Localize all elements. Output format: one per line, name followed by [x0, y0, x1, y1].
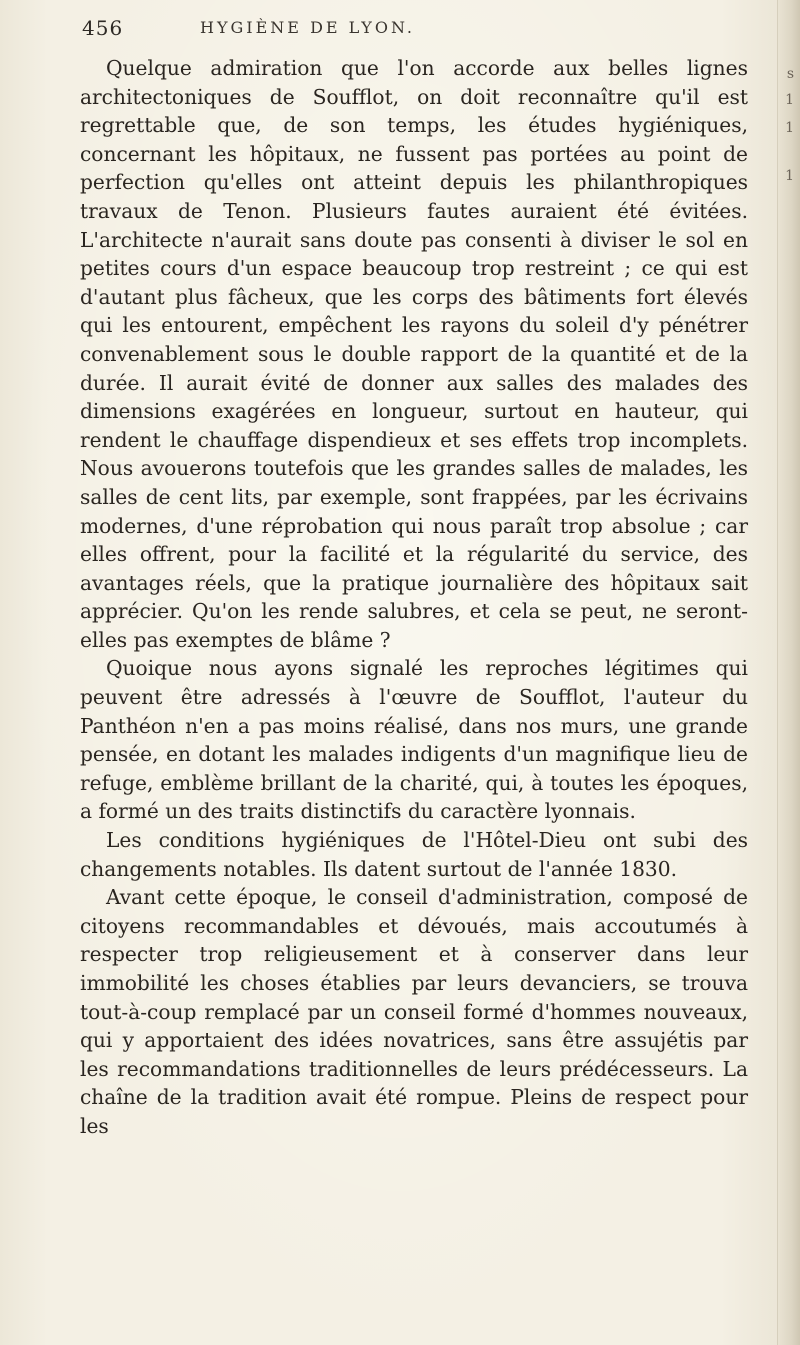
- paragraph: Avant cette époque, le conseil d'administration, composé de citoyens recommandables et dévoués, mais accoutumés à respecter trop religieusement et à conserver dans leur immobilité les choses établies par leurs devanciers, se trouva tout-à-coup remplacé par un conseil formé d'hommes nouveaux, qui y apportaient des idées novatrices, sans être assujétis par les recommandations traditionnelles de leurs prédécesseurs. La chaîne de la tradition avait été rompue. Pleins de respect pour les: [80, 885, 748, 1138]
- margin-mark: 1: [785, 168, 794, 184]
- paragraph: Quelque admiration que l'on accorde aux belles lignes architectoniques de Soufflot, on doit reconnaître qu'il est regrettable que, de son temps, les études hygiéniques, concernant les hôpitaux, ne fussent pas portées au point de perfection qu'elles ont atteint depuis les philanthropiques travaux de Tenon. Plusieurs fautes auraient été évitées. L'architecte n'aurait sans doute pas consenti à diviser le sol en petites cours d'un espace beaucoup trop restreint ; ce qui est d'autant plus fâcheux, que les corps des bâtiments fort élevés qui les entourent, empêchent les rayons du soleil d'y pénétrer convenablement sous le double rapport de la quantité et de la durée. Il aurait évité de donner aux salles des malades des dimensions exagérées en longueur, surtout en hauteur, qui rendent le chauffage dispendieux et ses effets trop incomplets. Nous avouerons toutefois que les grandes salles de malades, les salles de cent lits, par exemple, sont frappées, par les écrivains modernes, d'une réprobation qui nous paraît trop absolue ; car elles offrent, pour la facilité et la régularité du service, des avantages réels, que la pratique journalière des hôpitaux sait apprécier. Qu'on les rende salubres, et cela se peut, ne seront-elles pas exemptes de blâme ?: [80, 56, 748, 652]
- body-text: [80, 54, 748, 1141]
- page-header: [82, 10, 742, 46]
- page-number: 456: [82, 16, 124, 40]
- paragraph: Les conditions hygiéniques de l'Hôtel-Dieu ont subi des changements notables. Ils datent surtout de l'année 1830.: [80, 828, 748, 881]
- margin-mark: 1: [785, 120, 794, 136]
- running-head: HYGIÈNE DE LYON.: [200, 18, 415, 37]
- margin-mark: 1: [785, 92, 794, 108]
- page-edge-strip: [777, 0, 800, 1345]
- margin-mark: s: [786, 66, 794, 82]
- paragraph: Quoique nous ayons signalé les reproches légitimes qui peuvent être adressés à l'œuvre de Soufflot, l'auteur du Panthéon n'en a pas moins réalisé, dans nos murs, une grande pensée, en dotant les malades indigents d'un magnifique lieu de refuge, emblème brillant de la charité, qui, à toutes les époques, a formé un des traits distinctifs du caractère lyonnais.: [80, 656, 748, 824]
